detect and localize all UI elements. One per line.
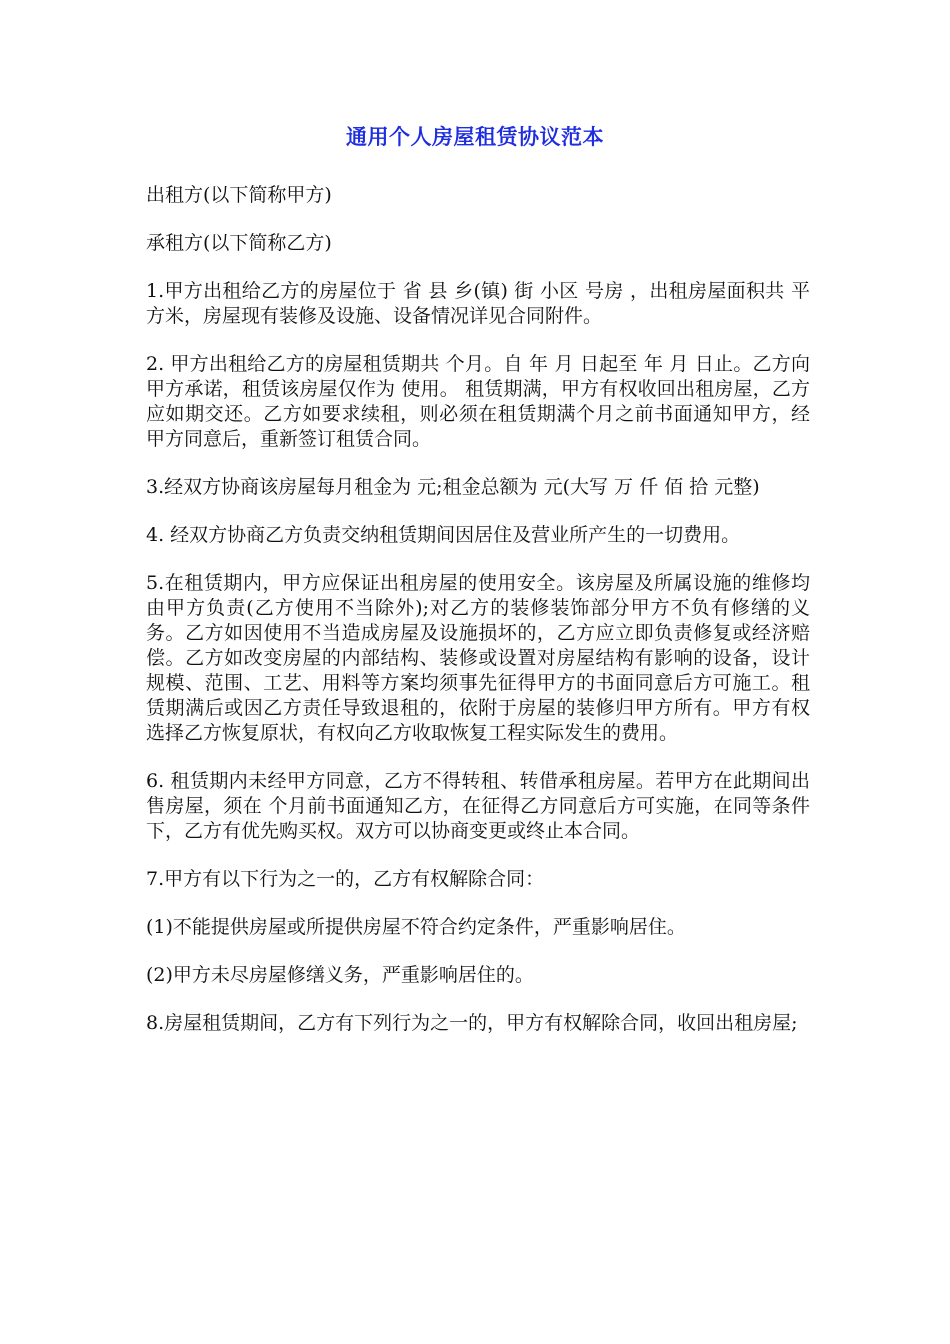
paragraph-lessee: 承租方(以下简称乙方) bbox=[146, 232, 332, 254]
paragraph-clause-2: 2. 甲方出租给乙方的房屋租赁期共 个月。自 年 月 日起至 年 月 日止。乙方向甲方承诺，租赁该房屋仅作为 使用。 租赁期满，甲方有权收回出租房屋，乙方应如期交还。乙方如要求续租，则必须在租赁期满个月之前书面通知甲方，经甲方同意后，重新签订租赁合同。 bbox=[146, 353, 810, 450]
paragraph-lessor: 出租方(以下简称甲方) bbox=[146, 184, 332, 206]
paragraph-clause-6: 6. 租赁期内未经甲方同意，乙方不得转租、转借承租房屋。若甲方在此期间出售房屋，须在 个月前书面通知乙方，在征得乙方同意后方可实施，在同等条件下，乙方有优先购买权。双方可以协商变更或终止本合同。 bbox=[146, 770, 810, 842]
paragraph-clause-4: 4. 经双方协商乙方负责交纳租赁期间因居住及营业所产生的一切费用。 bbox=[146, 524, 741, 546]
paragraph-clause-7: 7.甲方有以下行为之一的，乙方有权解除合同： bbox=[146, 868, 545, 890]
paragraph-clause-1: 1.甲方出租给乙方的房屋位于 省 县 乡(镇) 街 小区 号房 ，出租房屋面积共 平方米，房屋现有装修及设施、设备情况详见合同附件。 bbox=[146, 280, 810, 327]
paragraph-clause-3: 3.经双方协商该房屋每月租金为 元;租金总额为 元(大写 万 仟 佰 拾 元整) bbox=[146, 476, 760, 498]
paragraph-clause-7-item-1: (1)不能提供房屋或所提供房屋不符合约定条件，严重影响居住。 bbox=[146, 916, 686, 938]
document-body bbox=[146, 183, 810, 1059]
document-title: 通用个人房屋租赁协议范本 bbox=[346, 125, 604, 149]
paragraph-clause-5: 5.在租赁期内，甲方应保证出租房屋的使用安全。该房屋及所属设施的维修均由甲方负责(乙方使用不当除外);对乙方的装修装饰部分甲方不负有修缮的义务。乙方如因使用不当造成房屋及设施损坏的，乙方应立即负责修复或经济赔偿。乙方如改变房屋的内部结构、装修或设置对房屋结构有影响的设备，设计规模、范围、工艺、用料等方案均须事先征得甲方的书面同意后方可施工。租赁期满后或因乙方责任导致退租的，依附于房屋的装修归甲方所有。甲方有权选择乙方恢复原状，有权向乙方收取恢复工程实际发生的费用。 bbox=[146, 572, 810, 744]
paragraph-clause-7-item-2: (2)甲方未尽房屋修缮义务，严重影响居住的。 bbox=[146, 964, 534, 986]
paragraph-clause-8: 8.房屋租赁期间，乙方有下列行为之一的，甲方有权解除合同，收回出租房屋; bbox=[146, 1012, 798, 1034]
